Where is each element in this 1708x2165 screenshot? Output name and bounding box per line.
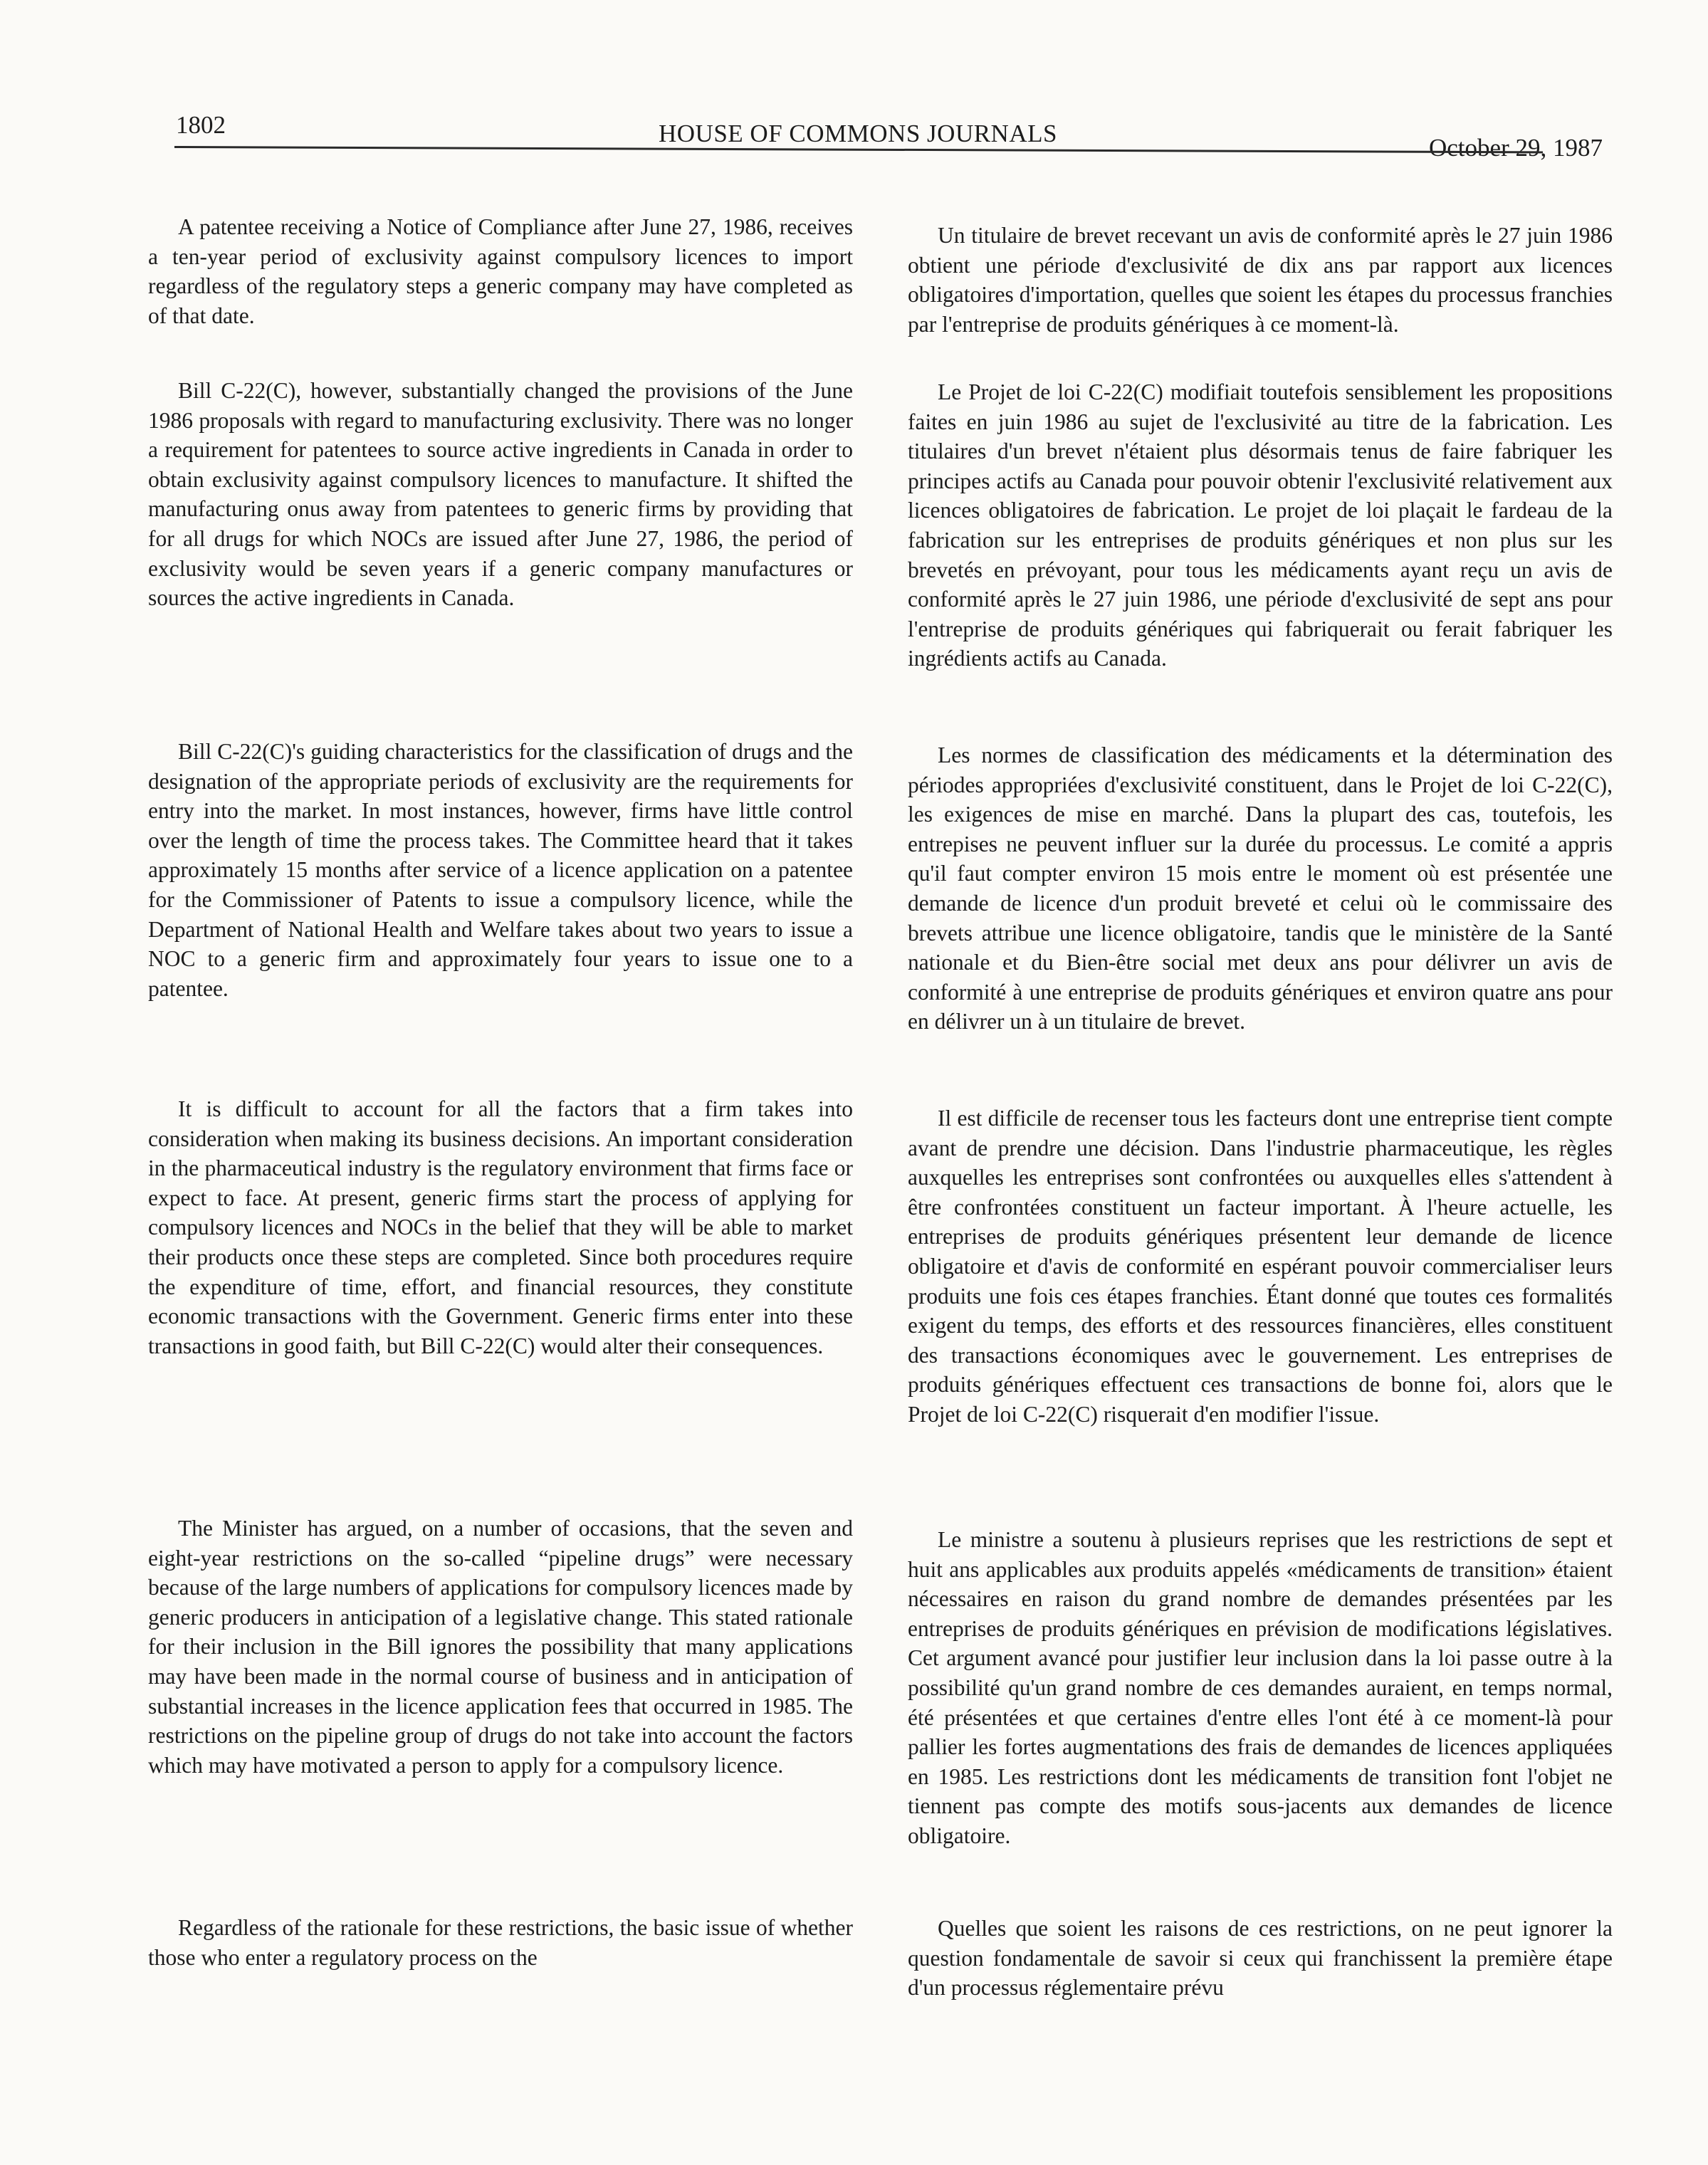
page-number: 1802 — [176, 111, 226, 139]
english-paragraph-3: Bill C-22(C)'s guiding characteristics for the classification of drugs and the designation of the appropriate periods of exclusivity are the requirements for entry into the market. In most instances, however, firms have little control over the length of time the process takes. The Committee heard that it takes approximately 15 months after service of a licence application on a patentee for the Commissioner of Patents to issue a compulsory licence, while the Department of National Health and Welfare takes about two years to issue a NOC to a generic firm and approximately four years to issue one to a patentee. — [148, 739, 853, 1001]
page-date: October 29, 1987 — [1429, 134, 1603, 162]
french-paragraph-4: Il est difficile de recenser tous les facteurs dont une entreprise tient compte avant de prendre une décision. Dans l'industrie pharmaceutique, les règles auxquelles les entreprises sont confrontées ou auxquelles elles s'attendent à être confrontées constituent un facteur important. À l'heure actuelle, les entreprises de produits génériques présentent leur demande de licence obligatoire et d'avis de conformité en espérant pouvoir commercialiser leurs produits une fois ces étapes franchies. Étant donné que toutes ces formalités exigent du temps, des efforts et des ressources financières, elles constituent des transactions économiques avec le gouvernement. Les entreprises de produits génériques effectuent ces transactions de bonne foi, alors que le Projet de loi C-22(C) risquerait d'en modifier l'issue. — [908, 1106, 1613, 1427]
french-paragraph-3: Les normes de classification des médicaments et la détermination des périodes appropriées d'exclusivité constituent, dans le Projet de loi C-22(C), les exigences de mise en marché. Dans la plupart des cas, toutefois, les entrepises ne peuvent influer sur la durée du processus. Le comité a appris qu'il faut compter environ 15 mois entre le moment où est présentée une demande de licence d'un produit breveté et celui où le commissaire des brevets attribue une licence obligatoire, tandis que le ministère de la Santé nationale et du Bien-être social met deux ans pour délivrer un avis de conformité à une entreprise de produits génériques et environ quatre ans pour en délivrer un à un titulaire de brevet. — [908, 743, 1613, 1034]
french-paragraph-5: Le ministre a soutenu à plusieurs reprises que les restrictions de sept et huit ans applicables aux produits appelés «médicaments de transition» étaient nécessaires en raison du grand nombre de demandes présentées par les entreprises de produits génériques en prévision de modifications législatives. Cet argument avancé pour justifier leur inclusion dans la loi passe outre à la possibilité qu'un grand nombre de ces demandes auraient, en temps normal, été présentées et que certaines d'entre elles l'ont été à ce moment-là pour pallier les fortes augmentations des frais de demandes de licences appliquées en 1985. Les restrictions dont les médicaments de transition font l'objet ne tiennent pas compte des motifs sous-jacents aux demandes de licence obligatoire. — [908, 1527, 1613, 1848]
english-paragraph-2: Bill C-22(C), however, substantially changed the provisions of the June 1986 proposals with regard to manufacturing exclusivity. There was no longer a requirement for patentees to source active ingredients in Canada in order to obtain exclusivity against compulsory licences to manufacture. It shifted the manufacturing onus away from patentees to generic firms by providing that for all drugs for which NOCs are issued after June 27, 1986, the period of exclusivity would be seven years if a generic company manufactures or sources the active ingredients in Canada. — [148, 378, 853, 611]
english-paragraph-6: Regardless of the rationale for these restrictions, the basic issue of whether those who enter a regulatory process on the — [148, 1915, 853, 1970]
french-paragraph-1: Un titulaire de brevet recevant un avis de conformité après le 27 juin 1986 obtient une période d'exclusivité de dix ans par rapport aux licences obligatoires d'importation, quelles que soient les étapes du processus franchies par l'entreprise de produits génériques à ce moment-là. — [908, 223, 1613, 337]
journal-title: HOUSE OF COMMONS JOURNALS — [659, 120, 1057, 147]
english-paragraph-5: The Minister has argued, on a number of occasions, that the seven and eight-year restrictions on the so-called “pipeline drugs” were necessary because of the large numbers of applications for compulsory licences made by generic producers in anticipation of a legislative change. This stated rationale for their inclusion in the Bill ignores the possibility that many applications may have been made in the normal course of business and in anticipation of substantial increases in the licence application fees that occurred in 1985. The restrictions on the pipeline group of drugs do not take into account the factors which may have motivated a person to apply for a compulsory licence. — [148, 1516, 853, 1778]
french-paragraph-2: Le Projet de loi C-22(C) modifiait toutefois sensiblement les propositions faites en juin 1986 au sujet de l'exclusivité au titre de la fabrication. Les titulaires d'un brevet n'étaient plus désormais tenus de faire fabriquer les principes actifs au Canada pour pouvoir obtenir l'exclusivité relativement aux licences obligatoires de fabrication. Le projet de loi plaçait le fardeau de la fabrication sur les entreprises de produits génériques et non plus sur les brevetés en prévoyant, pour tous les médicaments ayant reçu un avis de conformité après le 27 juin 1986, une période d'exclusivité de sept ans pour l'entreprise de produits génériques qui fabriquerait ou ferait fabriquer les ingrédients actifs au Canada. — [908, 379, 1613, 671]
english-paragraph-1: A patentee receiving a Notice of Compliance after June 27, 1986, receives a ten-year period of exclusivity against compulsory licences to import regardless of the regulatory steps a generic company may have completed as of that date. — [148, 214, 853, 328]
english-paragraph-4: It is difficult to account for all the factors that a firm takes into consideration when making its business decisions. An important consideration in the pharmaceutical industry is the regulatory environment that firms face or expect to face. At present, generic firms start the process of applying for compulsory licences and NOCs in the belief that they will be able to market their products once these steps are completed. Since both procedures require the expenditure of time, effort, and financial resources, they constitute economic transactions with the Government. Generic firms enter into these transactions in good faith, but Bill C-22(C) would alter their consequences. — [148, 1096, 853, 1358]
french-paragraph-6: Quelles que soient les raisons de ces restrictions, on ne peut ignorer la question fondamentale de savoir si ceux qui franchissent la première étape d'un processus réglementaire prévu — [908, 1916, 1613, 2001]
